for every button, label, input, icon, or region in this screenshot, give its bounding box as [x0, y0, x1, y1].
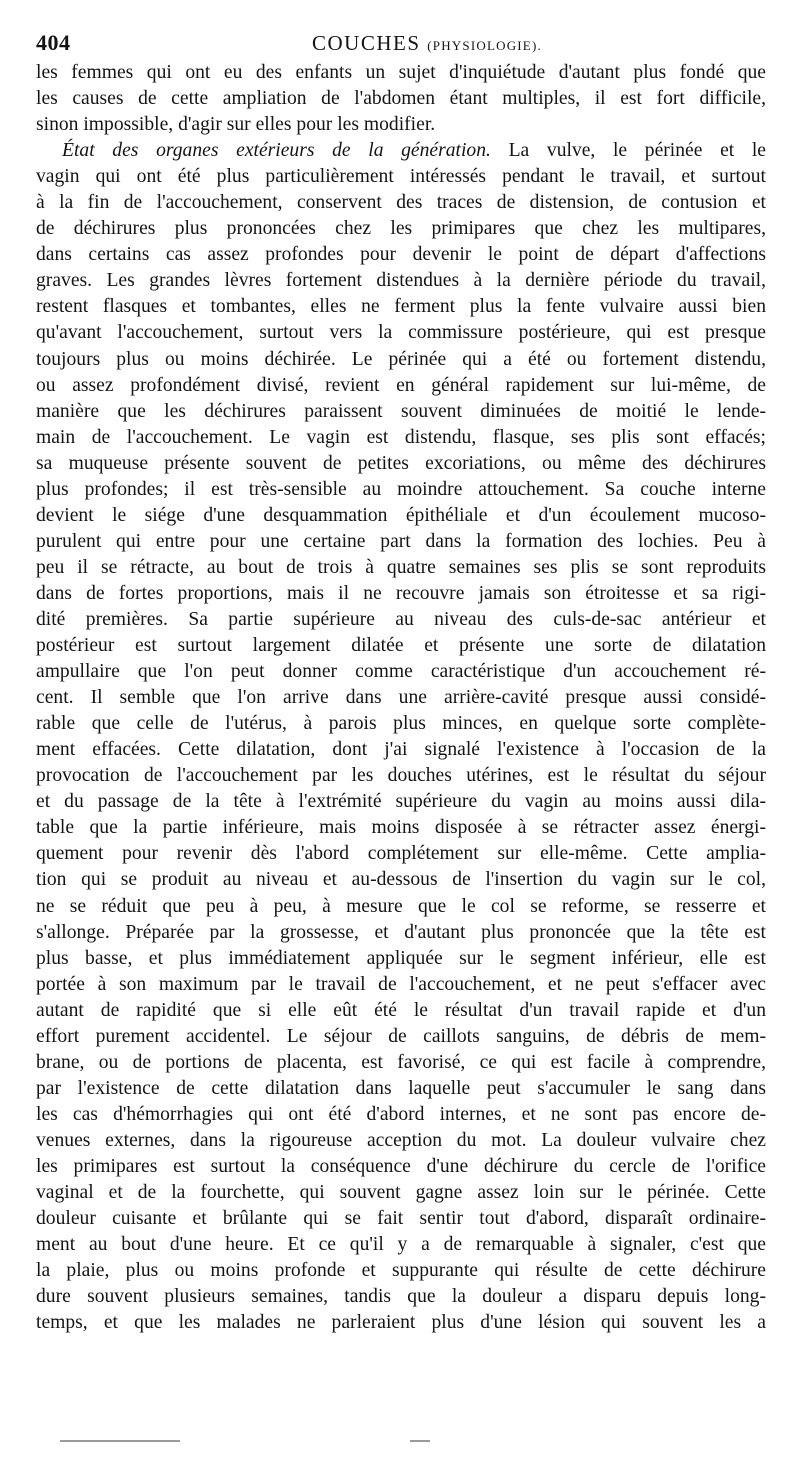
- text-line: les femmes qui ont eu des enfants un sujet d'inquiétude d'autant plus fondé que: [36, 62, 766, 83]
- text-line: postérieur est surtout largement dilatée et présente une sorte de dilatation: [36, 635, 766, 657]
- text-line: et du passage de la tête à l'extrémité supérieure du vagin au moins aussi dila-: [36, 791, 766, 813]
- text-line: ment au bout d'une heure. Et ce qu'il y a de remarquable à signaler, c'est que: [36, 1234, 766, 1256]
- text-line: plus basse, et plus immédiatement appliquée sur le segment inférieur, elle est: [36, 947, 766, 969]
- text-line: s'allonge. Préparée par la grossesse, et d'autant plus prononcée que la tête est: [36, 921, 766, 943]
- page-header: [36, 30, 762, 56]
- text-line: provocation de l'accouchement par les douches utérines, est le résultat du séjour: [36, 765, 766, 787]
- text-line: restent flasques et tombantes, elles ne ferment plus la fente vulvaire aussi bien: [36, 296, 766, 318]
- running-head-title: COUCHES: [312, 31, 421, 55]
- text-line-fragment: La vulve, le périnée et le: [508, 140, 766, 162]
- text-line: dans de fortes proportions, mais il ne recouvre jamais son étroitesse et sa rigi-: [36, 582, 766, 604]
- text-line: sinon impossible, d'agir sur elles pour les modifier.: [36, 114, 436, 136]
- text-line: portée à son maximum par le travail de l'accouchement, et ne peut s'effacer avec: [36, 973, 766, 995]
- text-line: vagin qui ont été plus particulièrement intéressés pendant le travail, et surtout: [36, 166, 766, 188]
- text-line: dans certains cas assez profondes pour devenir le point de départ d'affections: [36, 244, 766, 266]
- section-heading-line: [36, 138, 766, 164]
- text-line: qu'avant l'accouchement, surtout vers la commissure postérieure, qui est presque: [36, 322, 766, 344]
- text-line: purulent qui entre pour une certaine part dans la formation des lochies. Peu à: [36, 530, 766, 552]
- text-line: les causes de cette ampliation de l'abdomen étant multiples, il est fort difficile,: [36, 88, 766, 110]
- text-line: venues externes, dans la rigoureuse acception du mot. La douleur vulvaire chez: [36, 1129, 766, 1151]
- text-line: douleur cuisante et brûlante qui se fait sentir tout d'abord, disparaît ordinaire-: [36, 1208, 766, 1230]
- text-line: dure souvent plusieurs semaines, tandis que la douleur a disparu depuis long-: [36, 1286, 766, 1308]
- text-line: par l'existence de cette dilatation dans laquelle peut s'accumuler le sang dans: [36, 1077, 766, 1099]
- footer-print-marks: [60, 1440, 740, 1444]
- text-line: la plaie, plus ou moins profonde et suppurante qui résulte de cette déchirure: [36, 1260, 766, 1282]
- paragraph-2: [36, 138, 766, 1336]
- paragraph-1: [36, 60, 766, 138]
- text-line: tion qui se produit au niveau et au-dessous de l'insertion du vagin sur le col,: [36, 869, 766, 891]
- text-line: peu il se rétracte, au bout de trois à quatre semaines ses plis se sont reproduits: [36, 556, 766, 578]
- running-head: [312, 30, 542, 59]
- text-line: effort purement accidentel. Le séjour de caillots sanguins, de débris de mem-: [36, 1025, 766, 1047]
- text-line: sa muqueuse présente souvent de petites excoriations, ou même des déchirures: [36, 452, 766, 474]
- text-line: graves. Les grandes lèvres fortement distendues à la dernière période du travail,: [36, 270, 766, 292]
- text-line: à la fin de l'accouchement, conservent des traces de distension, de contusion et: [36, 192, 766, 214]
- text-line: de déchirures plus prononcées chez les primipares que chez les multipares,: [36, 218, 766, 240]
- text-line: main de l'accouchement. Le vagin est distendu, flasque, ses plis sont effacés;: [36, 426, 766, 448]
- text-line: les primipares est surtout la conséquence d'une déchirure du cercle de l'orifice: [36, 1155, 766, 1177]
- page-number: 404: [36, 30, 71, 55]
- text-line: brane, ou de portions de placenta, est favorisé, ce qui est facile à comprendre,: [36, 1051, 766, 1073]
- text-line: rable que celle de l'utérus, à parois plus minces, en quelque sorte complète-: [36, 713, 766, 735]
- text-line: quement pour revenir dès l'abord complétement sur elle-même. Cette amplia-: [36, 843, 766, 865]
- body-text: [36, 60, 766, 1336]
- text-line: ne se réduit que peu à peu, à mesure que le col se reforme, se resserre et: [36, 895, 766, 917]
- text-line: toujours plus ou moins déchirée. Le périnée qui a été ou fortement distendu,: [36, 348, 766, 370]
- running-head-subtitle: (PHYSIOLOGIE).: [427, 38, 542, 53]
- text-line: les cas d'hémorrhagies qui ont été d'abord internes, et ne sont pas encore de-: [36, 1103, 766, 1125]
- text-line: temps, et que les malades ne parleraient plus d'une lésion qui souvent les a: [36, 1312, 766, 1334]
- text-line: devient le siége d'une desquammation épithéliale et d'un écoulement mucoso-: [36, 504, 766, 526]
- text-line: cent. Il semble que l'on arrive dans une arrière-cavité presque aussi considé-: [36, 687, 766, 709]
- text-line: vaginal et de la fourchette, qui souvent gagne assez loin sur le périnée. Cette: [36, 1182, 766, 1204]
- text-line: ment effacées. Cette dilatation, dont j'ai signalé l'existence à l'occasion de la: [36, 739, 766, 761]
- text-line: plus profondes; il est très-sensible au moindre attouchement. Sa couche interne: [36, 478, 766, 500]
- text-line: autant de rapidité que si elle eût été le résultat d'un travail rapide et d'un: [36, 999, 766, 1021]
- section-heading: État des organes extérieurs de la génération.: [62, 140, 491, 162]
- text-line: ou assez profondément divisé, revient en général rapidement sur lui-même, de: [36, 374, 766, 396]
- text-line: dité premières. Sa partie supérieure au niveau des culs-de-sac antérieur et: [36, 608, 766, 630]
- text-line: table que la partie inférieure, mais moins disposée à se rétracter assez énergi-: [36, 817, 766, 839]
- paragraph-2-lines: [36, 164, 766, 1336]
- text-line: manière que les déchirures paraissent souvent diminuées de moitié le lende-: [36, 400, 766, 422]
- text-line: ampullaire que l'on peut donner comme caractéristique d'un accouchement ré-: [36, 661, 766, 683]
